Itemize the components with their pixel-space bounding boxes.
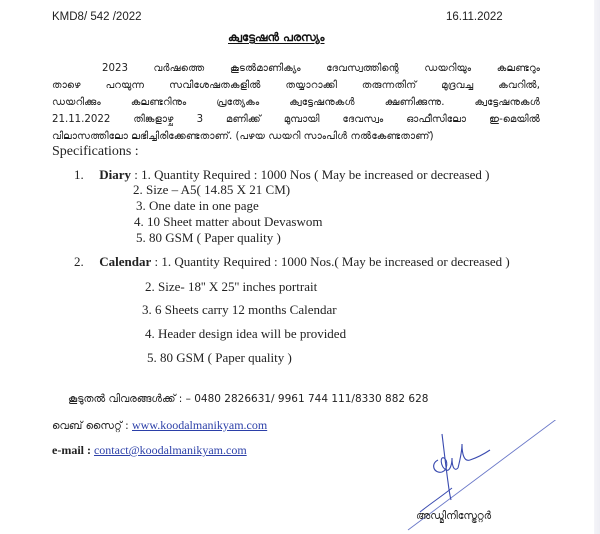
phone-numbers: 0480 2826631/ 9961 744 111/8330 882 628 (194, 393, 429, 405)
spec-subitem: 1. Quantity Required : 1000 Nos ( May be increased or decreased ) (141, 167, 490, 182)
more-info-line (68, 393, 428, 406)
spec-subitem: 3. 6 Sheets carry 12 months Calendar (142, 302, 337, 317)
paragraph-line: വിലാസത്തിലോ ലഭിച്ചിരിക്കേണ്ടതാണ്. (പഴയ ഡയറി സാംപിൾ നൽകേണ്ടതാണ്) (52, 131, 434, 142)
website-link[interactable]: www.koodalmanikyam.com (132, 418, 268, 432)
spec-item-name: Calendar (99, 254, 152, 269)
specifications-heading: Specifications : (52, 144, 139, 159)
paragraph-line: 21.11.2022 തിങ്കളാഴ്ച 3 മണിക്ക് മുമ്പായി ദേവസ്വം ഓഫീസിലോ ഇ-മെയിൽ (52, 114, 540, 125)
spec-item-number: 1. (74, 167, 84, 182)
scan-edge-shading (594, 0, 600, 534)
reference-number: KMD8/ 542 /2022 (52, 11, 142, 23)
document-title: ക്വട്ടേഷൻ പരസ്യം (228, 30, 325, 44)
signatory-title: അഡ്മിനിസ്ട്രേറ്റർ (416, 510, 492, 522)
spec-subitem: 4. 10 Sheet matter about Devaswom (134, 214, 323, 229)
email-link[interactable]: contact@koodalmanikyam.com (93, 443, 247, 457)
spec-subitem: 5. 80 GSM ( Paper quality ) (147, 350, 292, 365)
spec-item-number: 2. (74, 254, 84, 269)
spec-subitem: 5. 80 GSM ( Paper quality ) (136, 230, 281, 245)
email-label: e-mail : (52, 443, 91, 457)
spec-item-name: Diary (99, 167, 132, 182)
spec-item-calendar (74, 254, 510, 270)
document-date: 16.11.2022 (446, 11, 503, 23)
website-line (52, 418, 267, 433)
spec-subitem: 2. Size- 18'' X 25'' inches portrait (145, 279, 318, 294)
spec-subitem: 1. Quantity Required : 1000 Nos.( May be increased or decreased ) (161, 254, 510, 269)
spec-subitem: 4. Header design idea will be provided (145, 326, 347, 341)
website-label: വെബ് സൈറ്റ് : (52, 420, 129, 432)
more-info-label: കൂടുതൽ വിവരങ്ങൾക്ക് : – (68, 393, 191, 405)
spec-item-separator: : (134, 167, 142, 182)
spec-subitem: 2. Size – A5( 14.85 X 21 CM) (133, 182, 291, 197)
paragraph-line: താഴെ പറയുന്ന സവിശേഷതകളിൽ തയ്യാറാക്കി തരുന്നതിന് മുദ്രവച്ച കവറിൽ, (52, 80, 540, 91)
paragraph-line: ഡയറിക്കും കലണ്ടറിനും പ്രത്യേകം ക്വട്ടേഷനുകൾ ക്ഷണിക്കുന്നു. ക്വട്ടേഷനുകൾ (52, 97, 540, 108)
spec-subitem: 3. One date in one page (136, 198, 259, 213)
paragraph-line: 2023 വർഷത്തെ കൂടൽമാണിക്യം ദേവസ്വത്തിന്റെ ഡയറിയും കലണ്ടറും (102, 63, 540, 74)
email-line (52, 443, 247, 458)
spec-item-diary (74, 167, 490, 183)
spec-item-separator: : (154, 254, 162, 269)
notice-paragraph (52, 60, 540, 145)
